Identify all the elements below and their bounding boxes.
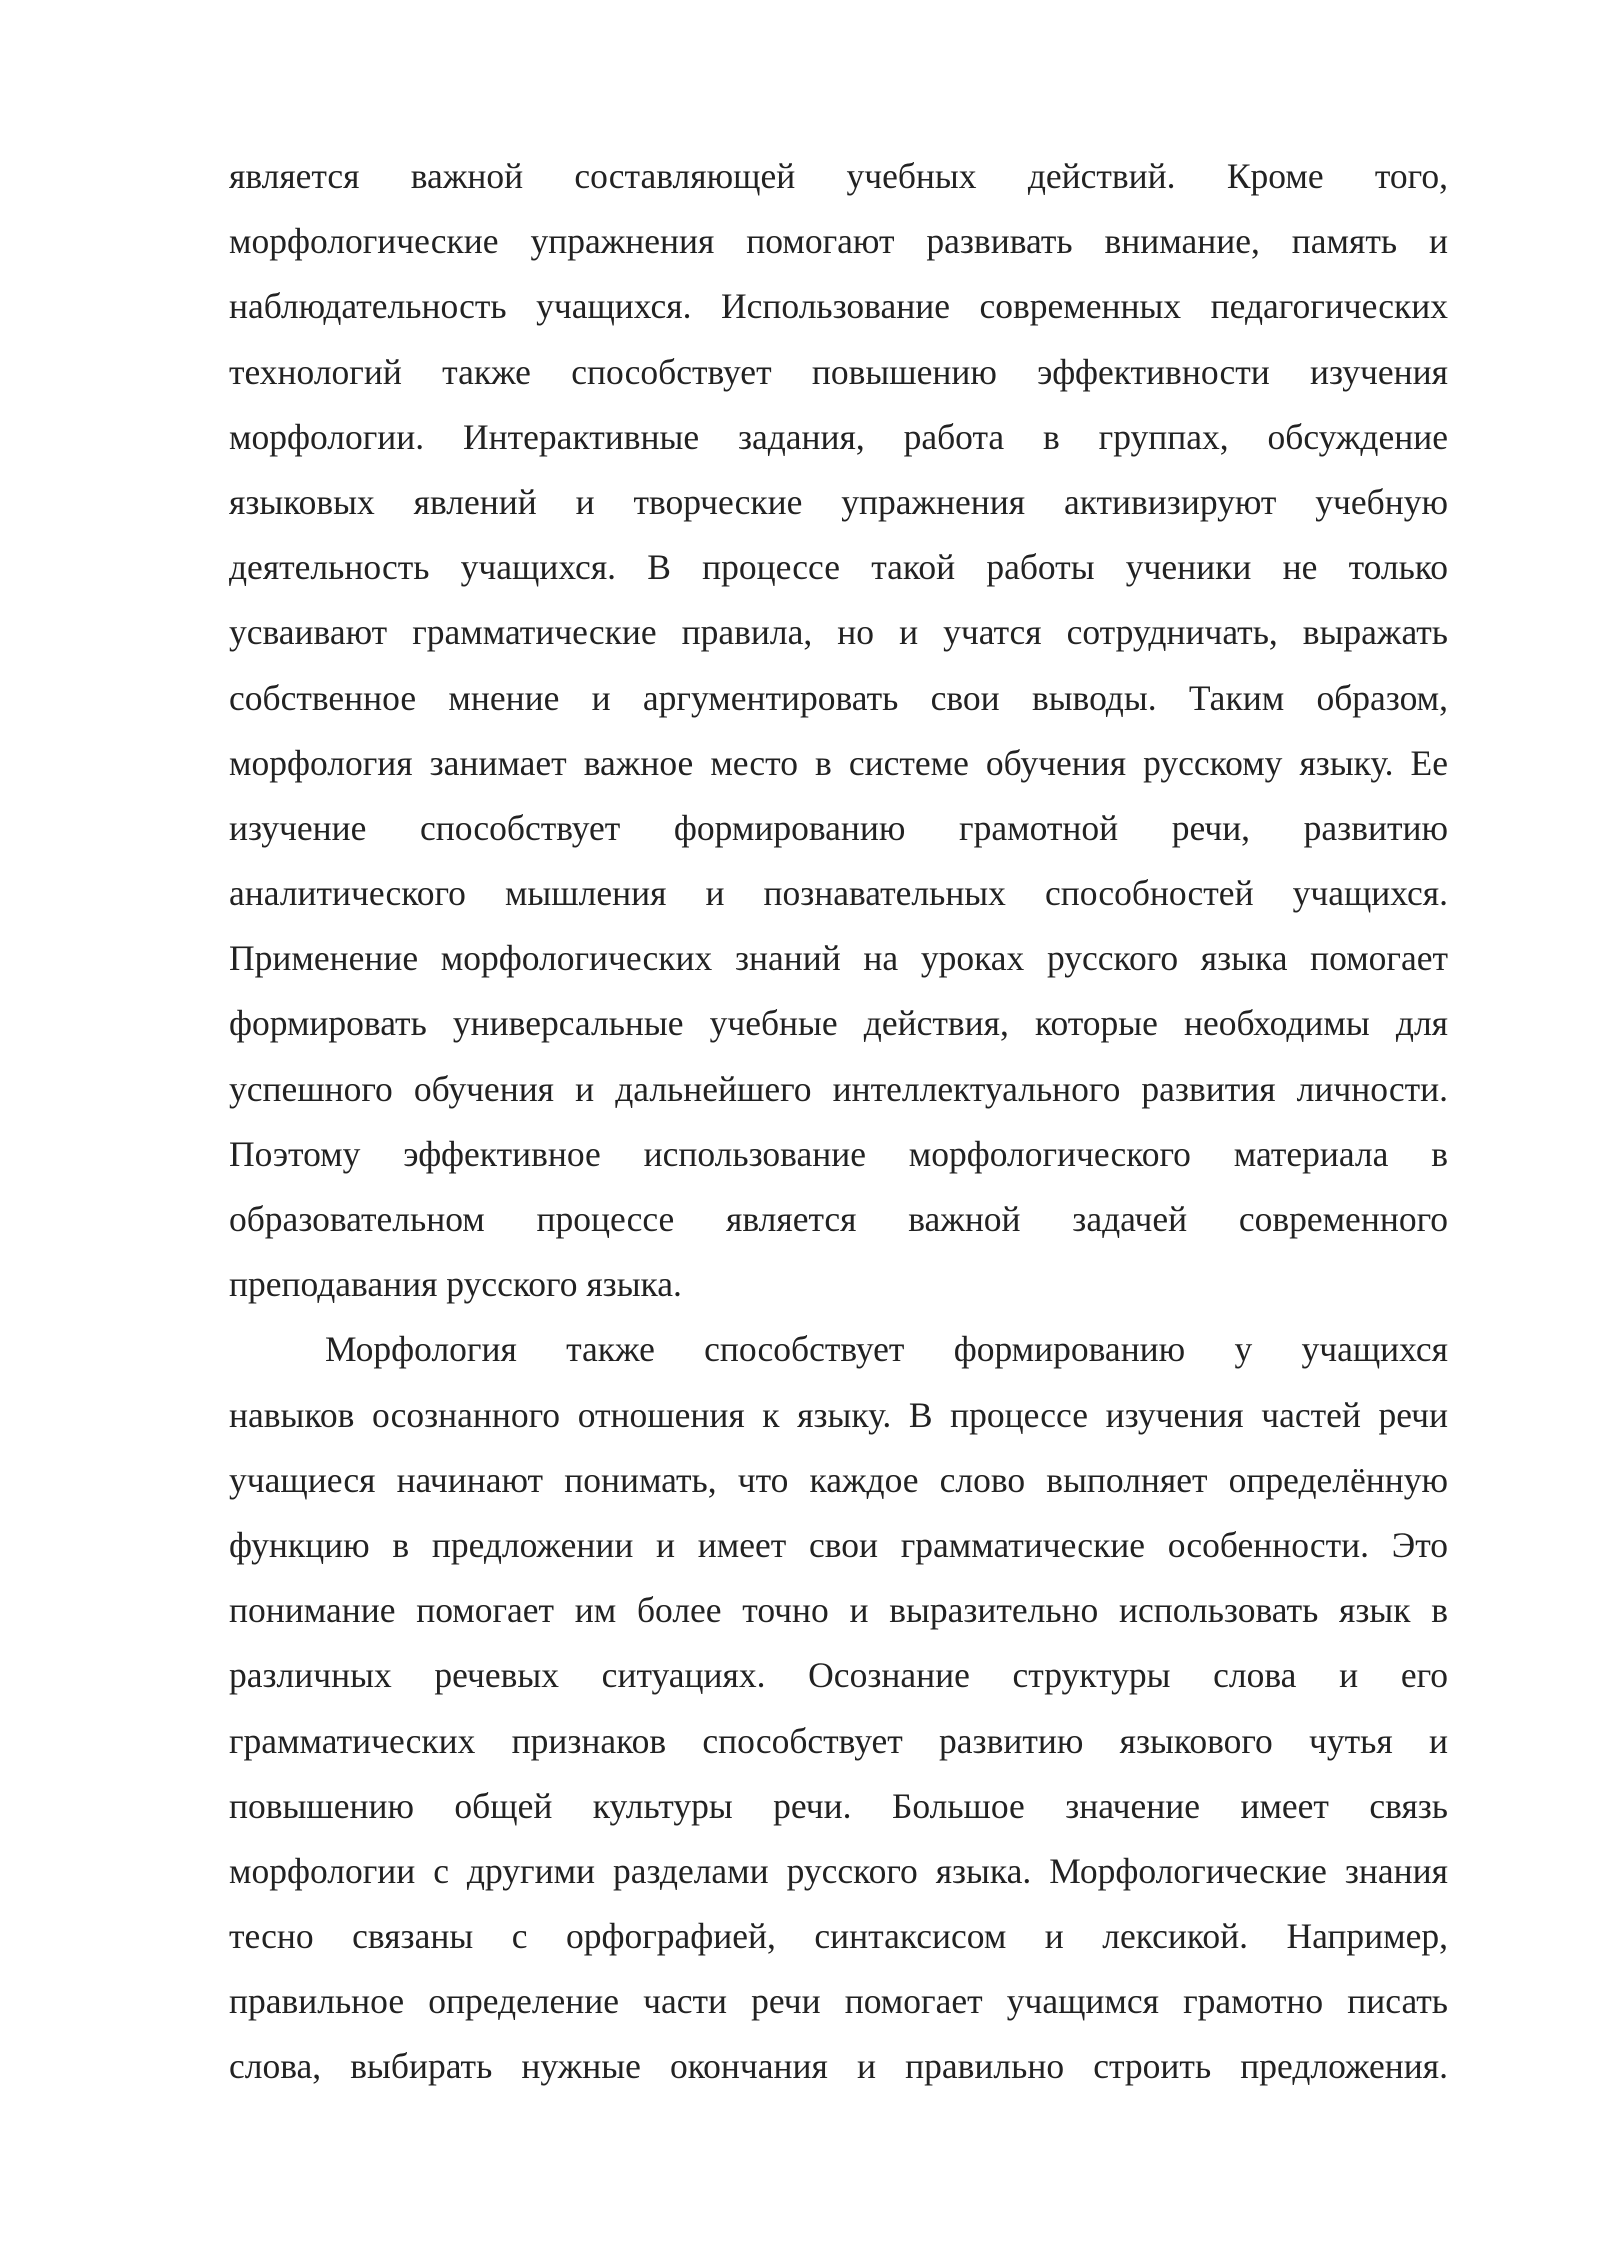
text-line: тесно связаны с орфографией, синтаксисом и лексикой. Например, [229,1916,1448,1957]
text-line: морфологии. Интерактивные задания, работа в группах, обсуждение [229,416,1448,457]
text-line: функцию в предложении и имеет свои грамматические особенности. Это [229,1524,1448,1565]
text-line: успешного обучения и дальнейшего интеллектуального развития личности. [229,1068,1448,1109]
text-line: изучение способствует формированию грамотной речи, развитию [229,807,1448,848]
text-line: наблюдательность учащихся. Использование современных педагогических [229,286,1448,327]
text-line: является важной составляющей учебных действий. Кроме того, [229,156,1448,196]
text-line: повышению общей культуры речи. Большое значение имеет связь [229,1785,1448,1826]
text-line: слова, выбирать нужные окончания и правильно строить предложения. [229,2046,1448,2087]
text-line: образовательном процессе является важной задачей современного [229,1199,1448,1239]
text-line: усваивают грамматические правила, но и учатся сотрудничать, выражать [229,612,1448,653]
text-line: формировать универсальные учебные действия, которые необходимы для [229,1003,1448,1044]
paragraph-end-line: преподавания русского языка. [229,1264,682,1305]
text-line: Применение морфологических знаний на уроках русского языка помогает [229,938,1448,979]
text-line: Поэтому эффективное использование морфологического материала в [229,1133,1448,1174]
text-line: грамматических признаков способствует развитию языкового чутья и [229,1720,1448,1761]
text-line: морфологические упражнения помогают развивать внимание, память и [229,221,1448,262]
text-line: морфология занимает важное место в системе обучения русскому языку. Ее [229,742,1448,783]
paragraph-first-line: Морфология также способствует формированию у учащихся [325,1329,1448,1370]
text-line: деятельность учащихся. В процессе такой работы ученики не только [229,547,1448,588]
text-line: языковых явлений и творческие упражнения активизируют учебную [229,481,1448,522]
text-line: навыков осознанного отношения к языку. В процессе изучения частей речи [229,1394,1448,1435]
text-line: собственное мнение и аргументировать свои выводы. Таким образом, [229,677,1448,718]
text-line: понимание помогает им более точно и выразительно использовать язык в [229,1590,1448,1631]
text-line: учащиеся начинают понимать, что каждое слово выполняет определённую [229,1459,1448,1500]
body-text [229,144,1448,2100]
text-line: различных речевых ситуациях. Осознание структуры слова и его [229,1655,1448,1696]
text-line: технологий также способствует повышению эффективности изучения [229,351,1448,392]
text-line: морфологии с другими разделами русского языка. Морфологические знания [229,1850,1448,1891]
text-line: правильное определение части речи помогает учащимся грамотно писать [229,1981,1448,2022]
text-line: аналитического мышления и познавательных способностей учащихся. [229,873,1448,914]
